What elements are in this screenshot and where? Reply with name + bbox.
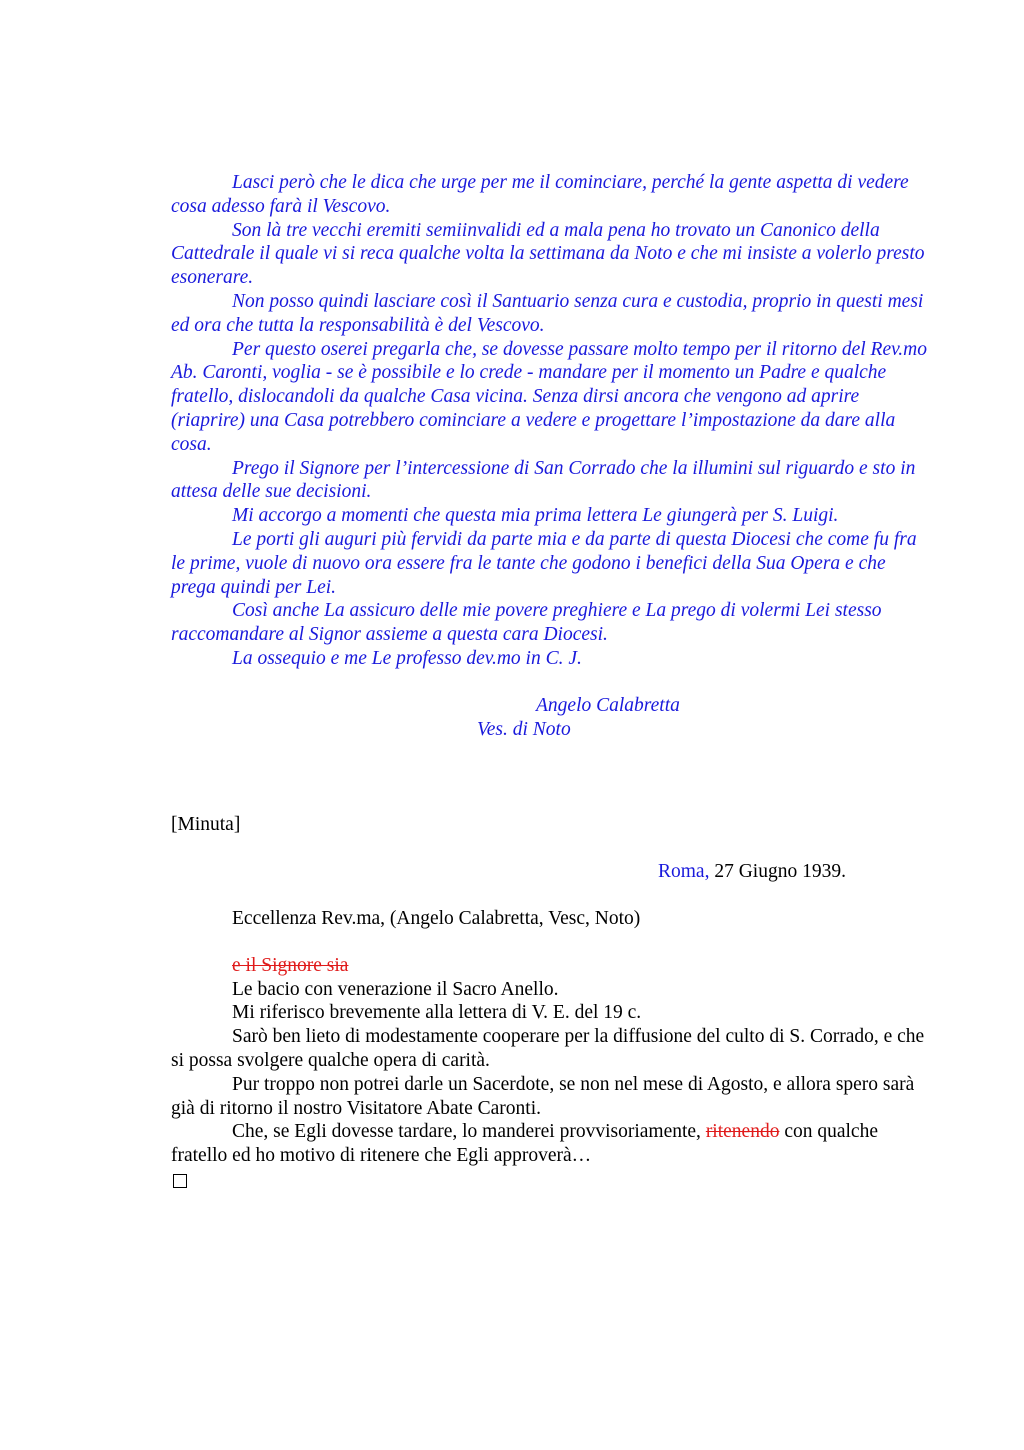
- letter-paragraph-6: Mi accorgo a momenti che questa mia prima lettera Le giungerà per S. Luigi.: [232, 505, 839, 527]
- letter-paragraph-9: La ossequio e me Le professo dev.mo in C. J.: [232, 647, 582, 669]
- draft-salutation: Eccellenza Rev.ma, (Angelo Calabretta, Vesc, Noto): [232, 907, 641, 929]
- draft-place: Roma,: [658, 861, 710, 883]
- signature-name: Angelo Calabretta: [536, 694, 680, 716]
- letter-paragraph-3: Non posso quindi lasciare così il Santuario senza cura e custodia, proprio in questi mesi ed ora che tutta la responsabilità è del Vescovo.: [171, 290, 924, 336]
- letter-paragraph-4: Per questo oserei pregarla che, se dovesse passare molto tempo per il ritorno del Rev.mo Ab. Caronti, voglia - se è possibile e lo crede - mandare per il momento un Padre e qualche fratello, dislocandoli da qualche Casa vicina. Senza dirsi ancora che vengono ad aprire (riaprire) una Casa potrebbero cominciare a vedere e progettare l’impostazione da dare alla cosa.: [171, 338, 928, 455]
- letter-body: [171, 171, 931, 741]
- draft-deleted-word: ritenendo: [705, 1121, 780, 1143]
- letter-paragraph-5: Prego il Signore per l’intercessione di San Corrado che la illumini sul riguardo e sto in attesa delle sue decisioni.: [171, 457, 916, 503]
- letter-paragraph-1: Lasci però che le dica che urge per me il cominciare, perché la gente aspetta di vedere cosa adesso farà il Vescovo.: [171, 172, 909, 217]
- empty-checkbox-icon: [171, 1168, 931, 1192]
- draft-line-4: Pur troppo non potrei darle un Sacerdote, se non nel mese di Agosto, e allora spero sarà già di ritorno il nostro Visitatore Abate Caronti.: [171, 1073, 915, 1119]
- draft-struck-line: e il Signore sia: [232, 954, 349, 976]
- draft-line-5-before: Che, se Egli dovesse tardare, lo manderei provvisoriamente,: [232, 1121, 701, 1143]
- letter-paragraph-7: Le porti gli auguri più fervidi da parte mia e da parte di questa Diocesi che come fu fra le prime, vuole di nuovo ora essere fra le tante che godono i benefici della Sua Opera e che prega quindi per Lei.: [171, 528, 917, 598]
- letter-paragraph-8: Così anche La assicuro delle mie povere preghiere e La prego di volermi Lei stesso raccomandare al Signor assieme a questa cara Diocesi.: [171, 600, 882, 646]
- signature-title: Ves. di Noto: [477, 718, 571, 740]
- letter-paragraph-2: Son là tre vecchi eremiti semiinvalidi ed a mala pena ho trovato un Canonico della Cattedrale il quale vi si reca qualche volta la settimana da Noto e che mi insiste a volerlo presto esonerare.: [171, 219, 925, 289]
- draft-date-line: [171, 860, 931, 884]
- draft-label: [Minuta]: [171, 814, 241, 836]
- draft-line-5-after: con qualche fratello ed ho motivo di ritenere che Egli approverà…: [171, 1121, 878, 1167]
- draft-date: 27 Giugno 1939.: [714, 861, 846, 883]
- draft-line-1: Le bacio con venerazione il Sacro Anello.: [232, 978, 559, 1000]
- draft-line-5: [171, 1120, 931, 1168]
- document-page: [171, 171, 931, 1192]
- draft-line-2: Mi riferisco brevemente alla lettera di V. E. del 19 c.: [232, 1002, 642, 1024]
- draft-line-3: Sarò ben lieto di modestamente cooperare per la diffusione del culto di S. Corrado, e che si possa svolgere qualche opera di carità.: [171, 1026, 925, 1071]
